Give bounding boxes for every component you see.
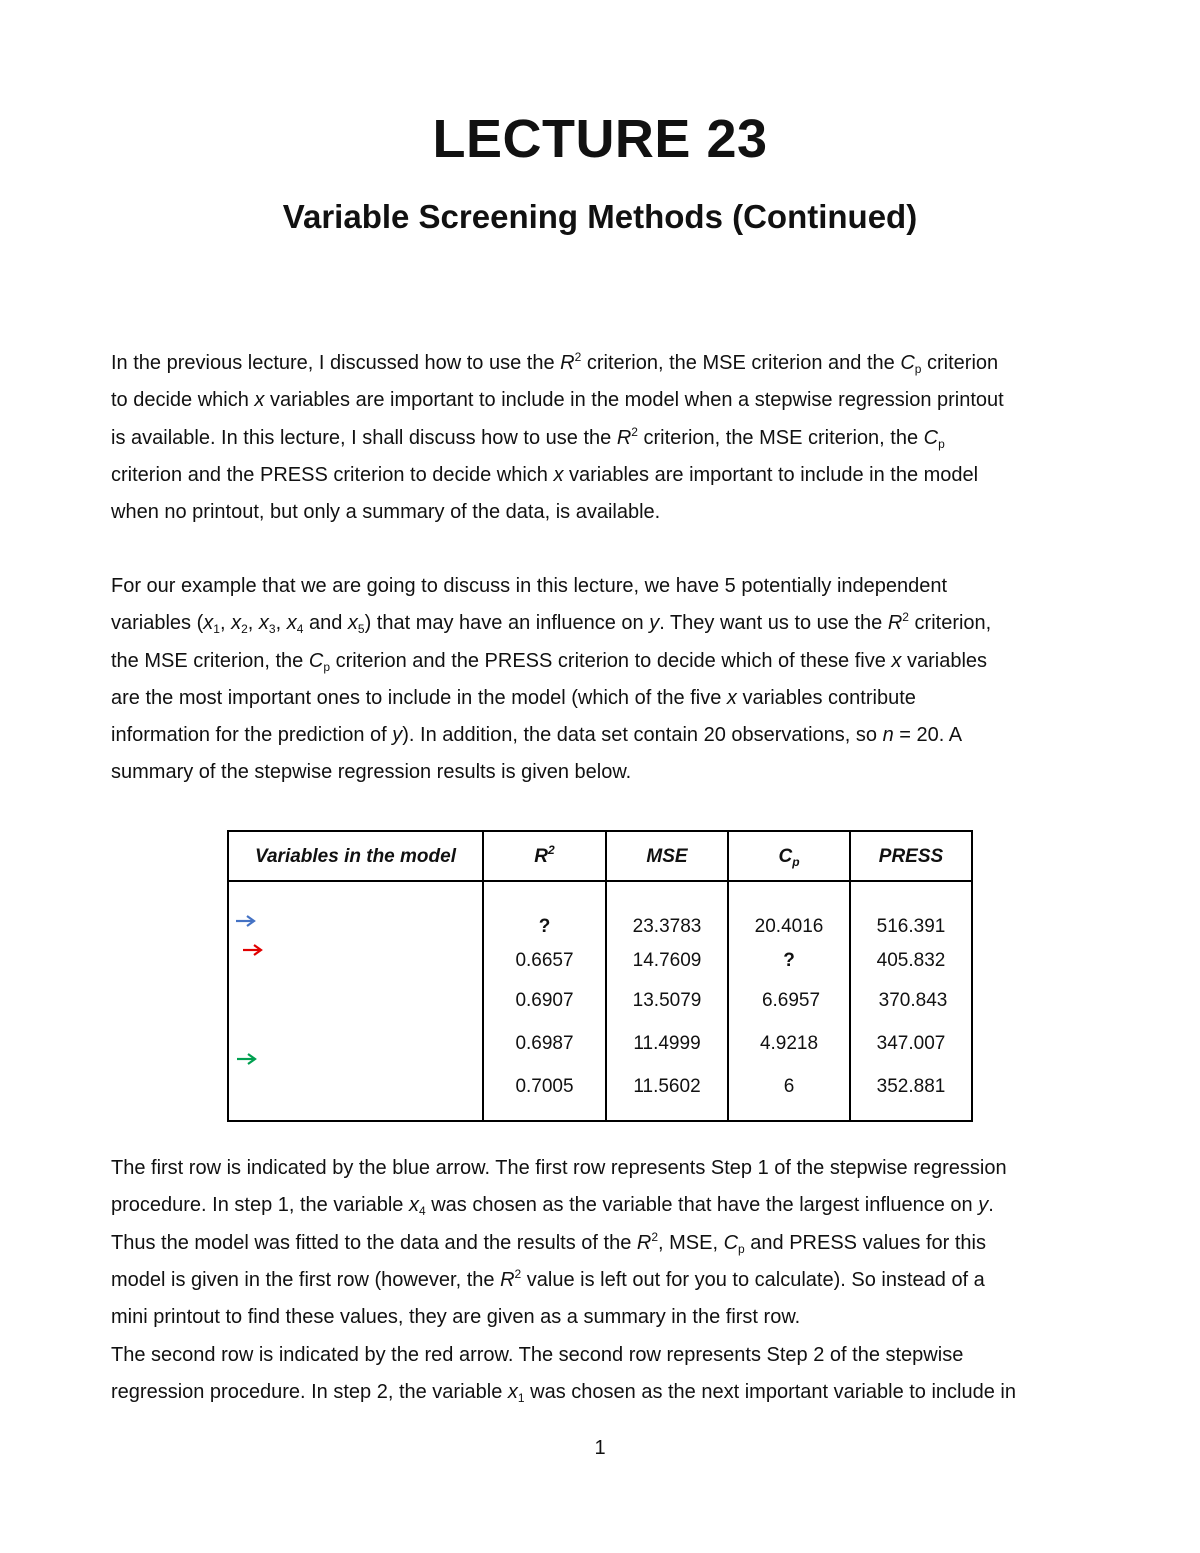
- header-cp: $C_p$: [778, 846, 800, 869]
- cell-mse: 23.3783: [632, 916, 702, 937]
- cell-cp: 6.6957: [761, 990, 821, 1011]
- red-arrow-icon: [242, 943, 264, 957]
- header-variables: Variables in the model: [255, 846, 456, 867]
- header-r2: $R^2$: [534, 843, 555, 867]
- page-number: 1: [594, 1437, 606, 1459]
- cell-press: 352.881: [876, 1076, 946, 1097]
- cell-press: 370.843: [878, 990, 948, 1011]
- stepwise-summary-table: [227, 830, 973, 1122]
- cell-r2: 0.6907: [515, 990, 574, 1011]
- paragraph-example: For our example that we are going to discuss in this lecture, we have 5 potentially independent variables ($x_1$, $x_2$, $x_3$, $x_4$ and $x_5$) that may have an influence on y. They want us to use the $R^2$ criterion, the MSE criterion, the $C_p$ criterion and the PRESS criterion to decide which of these five x variables are the most important ones to include in the model (which of the five x variables contribute information for the prediction of y). In addition, the data set contain 20 observations, so n = 20. A summary of the stepwise regression results is given below.: [111, 575, 992, 784]
- lecture-title: LECTURE 23: [432, 109, 768, 169]
- paragraph-intro: In the previous lecture, I discussed how to use the $R^2$ criterion, the MSE criterion and the $C_p$ criterion to decide which x variables are important to include in the model when a stepwise regression printout is available. In this lecture, I shall discuss how to use the $R^2$ criterion, the MSE criterion, the $C_p$ criterion and the PRESS criterion to decide which x variables are important to include in the model when no printout, but only a summary of the data, is available.: [111, 350, 1004, 524]
- cell-cp: ?: [783, 950, 795, 971]
- cell-r2: 0.6987: [515, 1033, 574, 1054]
- paragraph-first-row: The first row is indicated by the blue arrow. The first row represents Step 1 of the stepwise regression procedure. In step 1, the variable $x_4$ was chosen as the variable that have the largest influence on y. Thus the model was fitted to the data and the results of the $R^2$, MSE, $C_p$ and PRESS values for this model is given in the first row (however, the $R^2$ value is left out for you to calculate). So instead of a mini printout to find these values, they are given as a summary in the first row.: [111, 1157, 1007, 1329]
- green-arrow-icon: [236, 1052, 258, 1066]
- cell-press: 347.007: [876, 1033, 946, 1054]
- cell-press: 516.391: [876, 916, 946, 937]
- cell-cp: 4.9218: [759, 1033, 819, 1054]
- cell-mse: 11.5602: [633, 1076, 701, 1097]
- lecture-subtitle: Variable Screening Methods (Continued): [282, 198, 918, 235]
- paragraph-second-row: The second row is indicated by the red arrow. The second row represents Step 2 of the stepwise regression procedure. In step 2, the variable $x_1$ was chosen as the next important variable to include in: [111, 1344, 1016, 1406]
- blue-arrow-icon: [235, 914, 257, 928]
- cell-mse: 13.5079: [632, 990, 702, 1011]
- header-mse: MSE: [646, 846, 688, 867]
- header-press: PRESS: [878, 846, 944, 867]
- cell-cp: 6: [783, 1076, 795, 1097]
- cell-r2: 0.6657: [515, 950, 574, 971]
- cell-r2: 0.7005: [515, 1076, 574, 1097]
- cell-mse: 14.7609: [632, 950, 702, 971]
- cell-cp: 20.4016: [754, 916, 824, 937]
- cell-r2: ?: [538, 916, 551, 937]
- header-divider: [229, 880, 971, 882]
- cell-press: 405.832: [876, 950, 946, 971]
- cell-mse: 11.4999: [633, 1033, 701, 1054]
